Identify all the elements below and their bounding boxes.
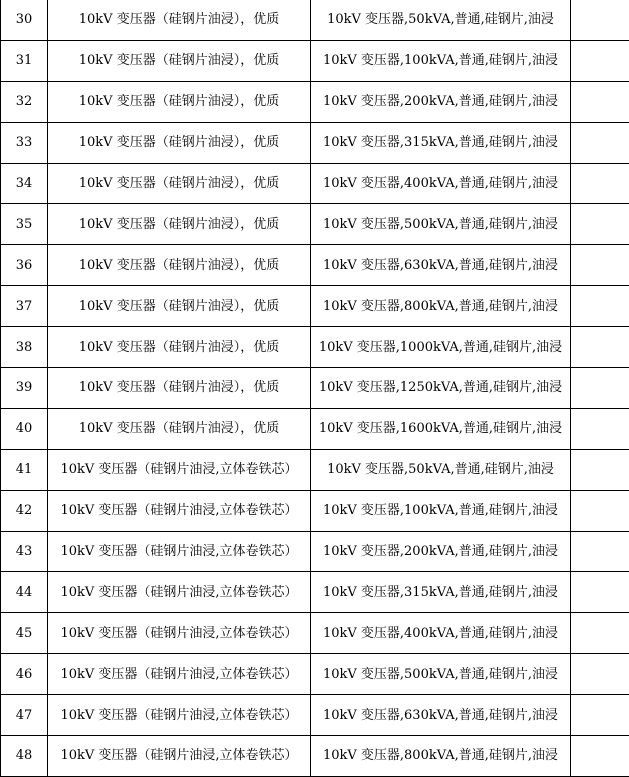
table-row xyxy=(1,695,629,736)
item-name-cell: 10kV 变压器（硅钢片油浸,立体卷铁芯） xyxy=(48,572,311,613)
extra-cell xyxy=(571,204,629,245)
item-name-cell: 10kV 变压器（硅钢片油浸,立体卷铁芯） xyxy=(48,695,311,736)
table-row xyxy=(1,122,629,163)
item-name-cell: 10kV 变压器（硅钢片油浸,立体卷铁芯） xyxy=(48,531,311,572)
extra-cell xyxy=(571,163,629,204)
row-number: 48 xyxy=(1,736,48,777)
item-spec-cell: 10kV 变压器,1250kVA,普通,硅钢片,油浸 xyxy=(311,368,571,409)
extra-cell xyxy=(571,286,629,327)
item-spec-cell: 10kV 变压器,630kVA,普通,硅钢片,油浸 xyxy=(311,245,571,286)
table-row xyxy=(1,736,629,777)
item-spec-cell: 10kV 变压器,200kVA,普通,硅钢片,油浸 xyxy=(311,81,571,122)
table-row xyxy=(1,408,629,449)
extra-cell xyxy=(571,40,629,81)
item-spec-cell: 10kV 变压器,1600kVA,普通,硅钢片,油浸 xyxy=(311,408,571,449)
extra-cell xyxy=(571,490,629,531)
row-number: 31 xyxy=(1,40,48,81)
item-name-cell: 10kV 变压器（硅钢片油浸,立体卷铁芯） xyxy=(48,490,311,531)
item-spec-cell: 10kV 变压器,400kVA,普通,硅钢片,油浸 xyxy=(311,163,571,204)
row-number: 44 xyxy=(1,572,48,613)
table-row xyxy=(1,0,629,40)
item-spec-cell: 10kV 变压器,800kVA,普通,硅钢片,油浸 xyxy=(311,736,571,777)
item-spec-cell: 10kV 变压器,50kVA,普通,硅钢片,油浸 xyxy=(311,449,571,490)
table-row xyxy=(1,449,629,490)
table-row xyxy=(1,327,629,368)
table-row xyxy=(1,204,629,245)
row-number: 46 xyxy=(1,654,48,695)
item-name-cell: 10kV 变压器（硅钢片油浸,立体卷铁芯） xyxy=(48,654,311,695)
item-spec-cell: 10kV 变压器,100kVA,普通,硅钢片,油浸 xyxy=(311,40,571,81)
row-number: 42 xyxy=(1,490,48,531)
table-row xyxy=(1,286,629,327)
item-name-cell: 10kV 变压器（硅钢片油浸），优质 xyxy=(48,368,311,409)
extra-cell xyxy=(571,408,629,449)
row-number: 34 xyxy=(1,163,48,204)
table-row xyxy=(1,81,629,122)
extra-cell xyxy=(571,736,629,777)
item-name-cell: 10kV 变压器（硅钢片油浸），优质 xyxy=(48,408,311,449)
item-spec-cell: 10kV 变压器,50kVA,普通,硅钢片,油浸 xyxy=(311,0,571,40)
extra-cell xyxy=(571,327,629,368)
row-number: 43 xyxy=(1,531,48,572)
item-spec-cell: 10kV 变压器,315kVA,普通,硅钢片,油浸 xyxy=(311,122,571,163)
item-name-cell: 10kV 变压器（硅钢片油浸），优质 xyxy=(48,40,311,81)
item-spec-cell: 10kV 变压器,1000kVA,普通,硅钢片,油浸 xyxy=(311,327,571,368)
row-number: 37 xyxy=(1,286,48,327)
item-name-cell: 10kV 变压器（硅钢片油浸,立体卷铁芯） xyxy=(48,613,311,654)
item-name-cell: 10kV 变压器（硅钢片油浸），优质 xyxy=(48,81,311,122)
item-name-cell: 10kV 变压器（硅钢片油浸），优质 xyxy=(48,163,311,204)
table-row xyxy=(1,368,629,409)
table-row xyxy=(1,490,629,531)
row-number: 47 xyxy=(1,695,48,736)
table-row xyxy=(1,40,629,81)
item-spec-cell: 10kV 变压器,315kVA,普通,硅钢片,油浸 xyxy=(311,572,571,613)
row-number: 40 xyxy=(1,408,48,449)
extra-cell xyxy=(571,122,629,163)
item-name-cell: 10kV 变压器（硅钢片油浸），优质 xyxy=(48,204,311,245)
table-row xyxy=(1,572,629,613)
item-spec-cell: 10kV 变压器,500kVA,普通,硅钢片,油浸 xyxy=(311,654,571,695)
item-name-cell: 10kV 变压器（硅钢片油浸），优质 xyxy=(48,0,311,40)
item-name-cell: 10kV 变压器（硅钢片油浸），优质 xyxy=(48,327,311,368)
row-number: 33 xyxy=(1,122,48,163)
item-name-cell: 10kV 变压器（硅钢片油浸），优质 xyxy=(48,286,311,327)
table-row xyxy=(1,245,629,286)
row-number: 32 xyxy=(1,81,48,122)
item-name-cell: 10kV 变压器（硅钢片油浸,立体卷铁芯） xyxy=(48,449,311,490)
item-name-cell: 10kV 变压器（硅钢片油浸,立体卷铁芯） xyxy=(48,736,311,777)
extra-cell xyxy=(571,245,629,286)
item-name-cell: 10kV 变压器（硅钢片油浸），优质 xyxy=(48,122,311,163)
extra-cell xyxy=(571,572,629,613)
row-number: 35 xyxy=(1,204,48,245)
row-number: 36 xyxy=(1,245,48,286)
extra-cell xyxy=(571,613,629,654)
spec-table-body xyxy=(1,0,629,776)
row-number: 38 xyxy=(1,327,48,368)
row-number: 45 xyxy=(1,613,48,654)
row-number: 41 xyxy=(1,449,48,490)
item-spec-cell: 10kV 变压器,200kVA,普通,硅钢片,油浸 xyxy=(311,531,571,572)
row-number: 39 xyxy=(1,368,48,409)
item-spec-cell: 10kV 变压器,500kVA,普通,硅钢片,油浸 xyxy=(311,204,571,245)
extra-cell xyxy=(571,449,629,490)
item-spec-cell: 10kV 变压器,800kVA,普通,硅钢片,油浸 xyxy=(311,286,571,327)
item-spec-cell: 10kV 变压器,100kVA,普通,硅钢片,油浸 xyxy=(311,490,571,531)
table-row xyxy=(1,613,629,654)
extra-cell xyxy=(571,695,629,736)
table-row xyxy=(1,531,629,572)
extra-cell xyxy=(571,81,629,122)
item-spec-cell: 10kV 变压器,630kVA,普通,硅钢片,油浸 xyxy=(311,695,571,736)
extra-cell xyxy=(571,0,629,40)
extra-cell xyxy=(571,531,629,572)
extra-cell xyxy=(571,654,629,695)
extra-cell xyxy=(571,368,629,409)
item-spec-cell: 10kV 变压器,400kVA,普通,硅钢片,油浸 xyxy=(311,613,571,654)
item-name-cell: 10kV 变压器（硅钢片油浸），优质 xyxy=(48,245,311,286)
table-row xyxy=(1,654,629,695)
table-row xyxy=(1,163,629,204)
row-number: 30 xyxy=(1,0,48,40)
